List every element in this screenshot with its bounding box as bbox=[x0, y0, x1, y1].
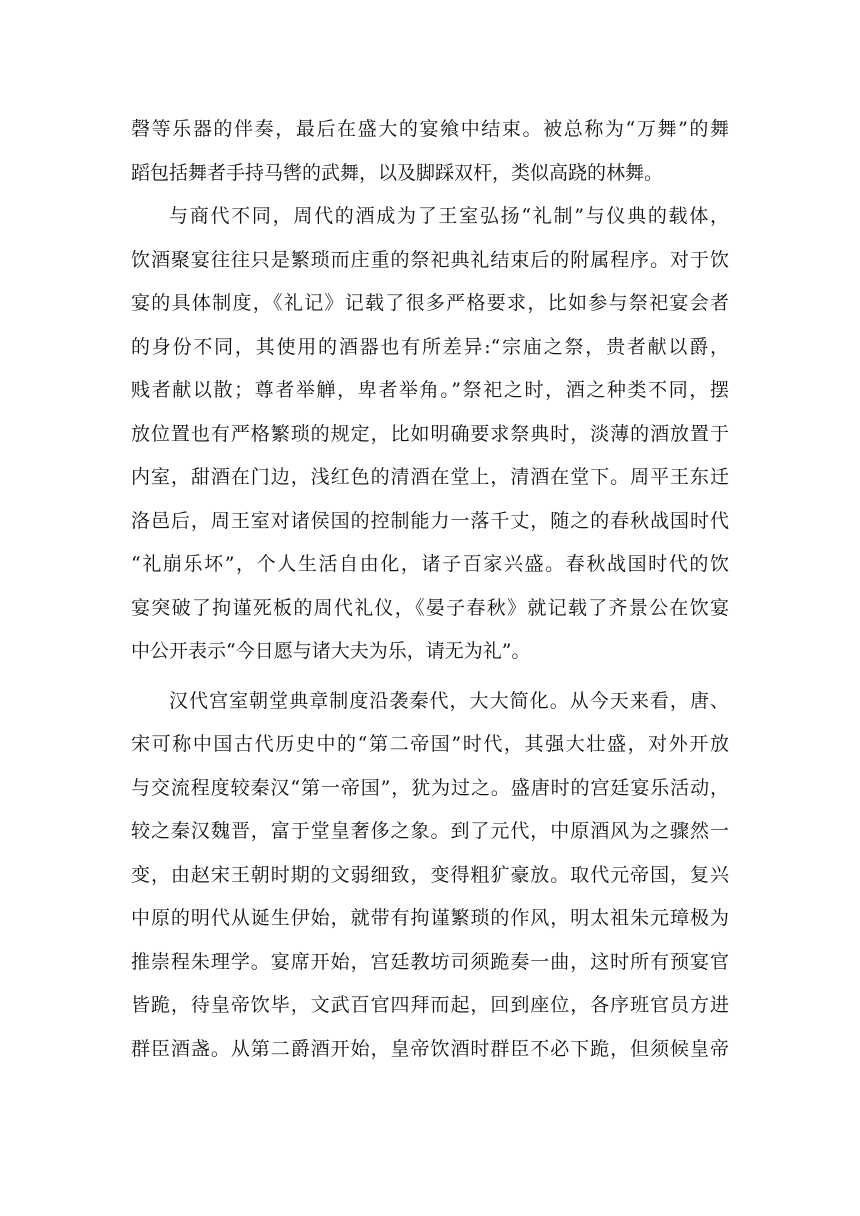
text-line: 内室，甜酒在门边，浅红色的清酒在堂上，清酒在堂下。周平王东迁 bbox=[131, 466, 729, 488]
text-line: 皆跪，待皇帝饮毕，文武百官四拜而起，回到座位，各序班官员方进 bbox=[131, 994, 729, 1016]
document-body bbox=[131, 108, 729, 1071]
paragraph-start-line: 汉代宫室朝堂典章制度沿袭秦代，大大简化。从今天来看，唐、 bbox=[169, 689, 729, 712]
text-line: 贱者献以散；尊者举觯，卑者举角。”祭祀之时，酒之种类不同，摆 bbox=[131, 379, 729, 401]
text-line: “礼崩乐坏”，个人生活自由化，诸子百家兴盛。春秋战国时代的饮 bbox=[131, 553, 729, 575]
text-line: 宴的具体制度，《礼记》记载了很多严格要求，比如参与祭祀宴会者 bbox=[131, 292, 729, 314]
text-line: 宋可称中国古代历史中的“第二帝国”时代，其强大壮盛，对外开放 bbox=[131, 733, 729, 755]
text-line: 宴突破了拘谨死板的周代礼仪，《晏子春秋》就记载了齐景公在饮宴 bbox=[131, 596, 729, 619]
paragraph-start-line: 与商代不同，周代的酒成为了王室弘扬“礼制”与仪典的载体， bbox=[169, 205, 729, 227]
text-line: 放位置也有严格繁琐的规定，比如明确要求祭典时，淡薄的酒放置于 bbox=[131, 422, 729, 445]
text-line: 饮酒聚宴往往只是繁琐而庄重的祭祀典礼结束后的附属程序。对于饮 bbox=[131, 248, 729, 271]
text-line: 洛邑后，周王室对诸侯国的控制能力一落千丈，随之的春秋战国时代 bbox=[131, 509, 729, 532]
text-line: 中原的明代从诞生伊始，就带有拘谨繁琐的作风，明太祖朱元璋极为 bbox=[131, 907, 729, 929]
text-line: 群臣酒盏。从第二爵酒开始，皇帝饮酒时群臣不必下跪，但须候皇帝 bbox=[131, 1037, 729, 1060]
text-line: 推崇程朱理学。宴席开始，宫廷教坊司须跪奏一曲，这时所有预宴官 bbox=[131, 950, 729, 973]
text-line: 磬等乐器的伴奏，最后在盛大的宴飨中结束。被总称为“万舞”的舞 bbox=[131, 118, 729, 140]
text-line: 较之秦汉魏晋，富于堂皇奢侈之象。到了元代，中原酒风为之骤然一 bbox=[131, 820, 729, 842]
text-line: 的身份不同，其使用的酒器也有所差异:“宗庙之祭，贵者献以爵， bbox=[131, 335, 729, 358]
text-line: 与交流程度较秦汉“第一帝国”，犹为过之。盛唐时的宫廷宴乐活动， bbox=[131, 776, 729, 799]
text-line: 中公开表示“今日愿与诸大夫为乐，请无为礼”。 bbox=[131, 640, 531, 662]
text-line: 蹈包括舞者手持马辔的武舞，以及脚踩双杆，类似高跷的林舞。 bbox=[131, 161, 664, 184]
text-line: 变，由赵宋王朝时期的文弱细致，变得粗犷豪放。取代元帝国，复兴 bbox=[131, 863, 729, 886]
